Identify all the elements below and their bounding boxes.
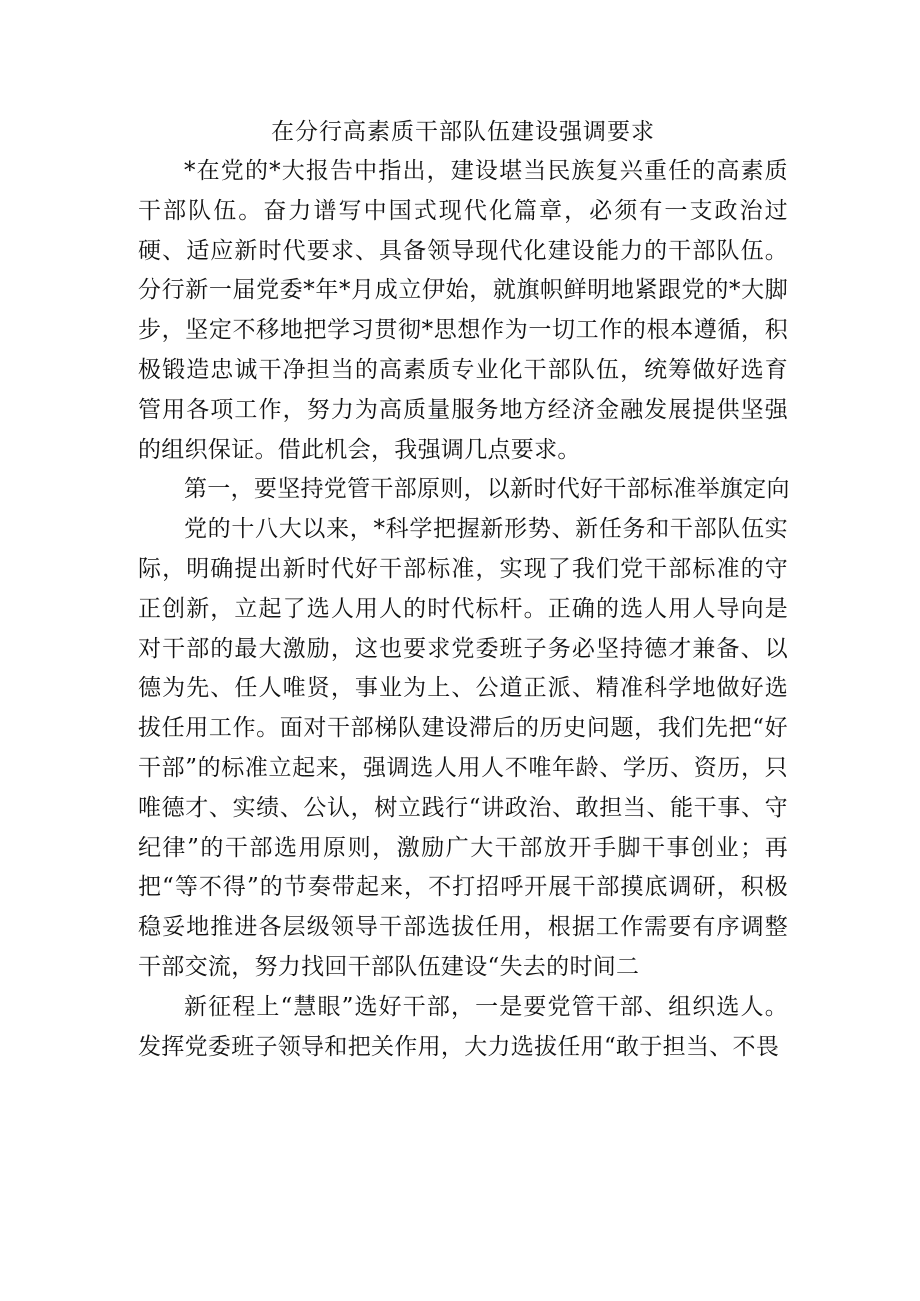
section-body-paragraph: 党的十八大以来，*科学把握新形势、新任务和干部队伍实际，明确提出新时代好干部标准，实现了我们党干部标准的守正创新，立起了选人用人的时代标杆。正确的选人用人导向是对干部的最大激励，这也要求党委班子务必坚持德才兼备、以德为先、任人唯贤，事业为上、公道正派、精准科学地做好选拔任用工作。面对干部梯队建设滞后的历史问题，我们先把“好干部”的标准立起来，强调选人用人不唯年龄、学历、资历，只唯德才、实绩、公认，树立践行“讲政治、敢担当、能干事、守纪律”的干部选用原则，激励广大干部放开手脚干事创业；再把“等不得”的节奏带起来，不打招呼开展干部摸底调研，积极稳妥地推进各层级领导干部选拔任用，根据工作需要有序调整干部交流，努力找回干部队伍建设“失去的时间二 xyxy=(138,516,788,980)
document-title: 在分行高素质干部队伍建设强调要求 xyxy=(271,119,655,145)
section-heading-first: 第一，要坚持党管干部原则，以新时代好干部标准举旗定向 xyxy=(184,476,790,503)
document-body xyxy=(138,112,788,1067)
intro-paragraph: *在党的*大报告中指出，建设堪当民族复兴重任的高素质干部队伍。奋力谱写中国式现代化篇章，必须有一支政治过硬、适应新时代要求、具备领导现代化建设能力的干部队伍。分行新一届党委*年*月成立伊始，就旗帜鲜明地紧跟党的*大脚步，坚定不移地把学习贯彻*思想作为一切工作的根本遵循，积极锻造忠诚干净担当的高素质专业化干部队伍，统筹做好选育管用各项工作，努力为高质量服务地方经济金融发展提供坚强的组织保证。借此机会，我强调几点要求。 xyxy=(138,158,788,463)
continuation-paragraph: 新征程上“慧眼”选好干部，一是要党管干部、组织选人。发挥党委班子领导和把关作用，大力选拔任用“敢于担当、不畏 xyxy=(138,993,788,1060)
